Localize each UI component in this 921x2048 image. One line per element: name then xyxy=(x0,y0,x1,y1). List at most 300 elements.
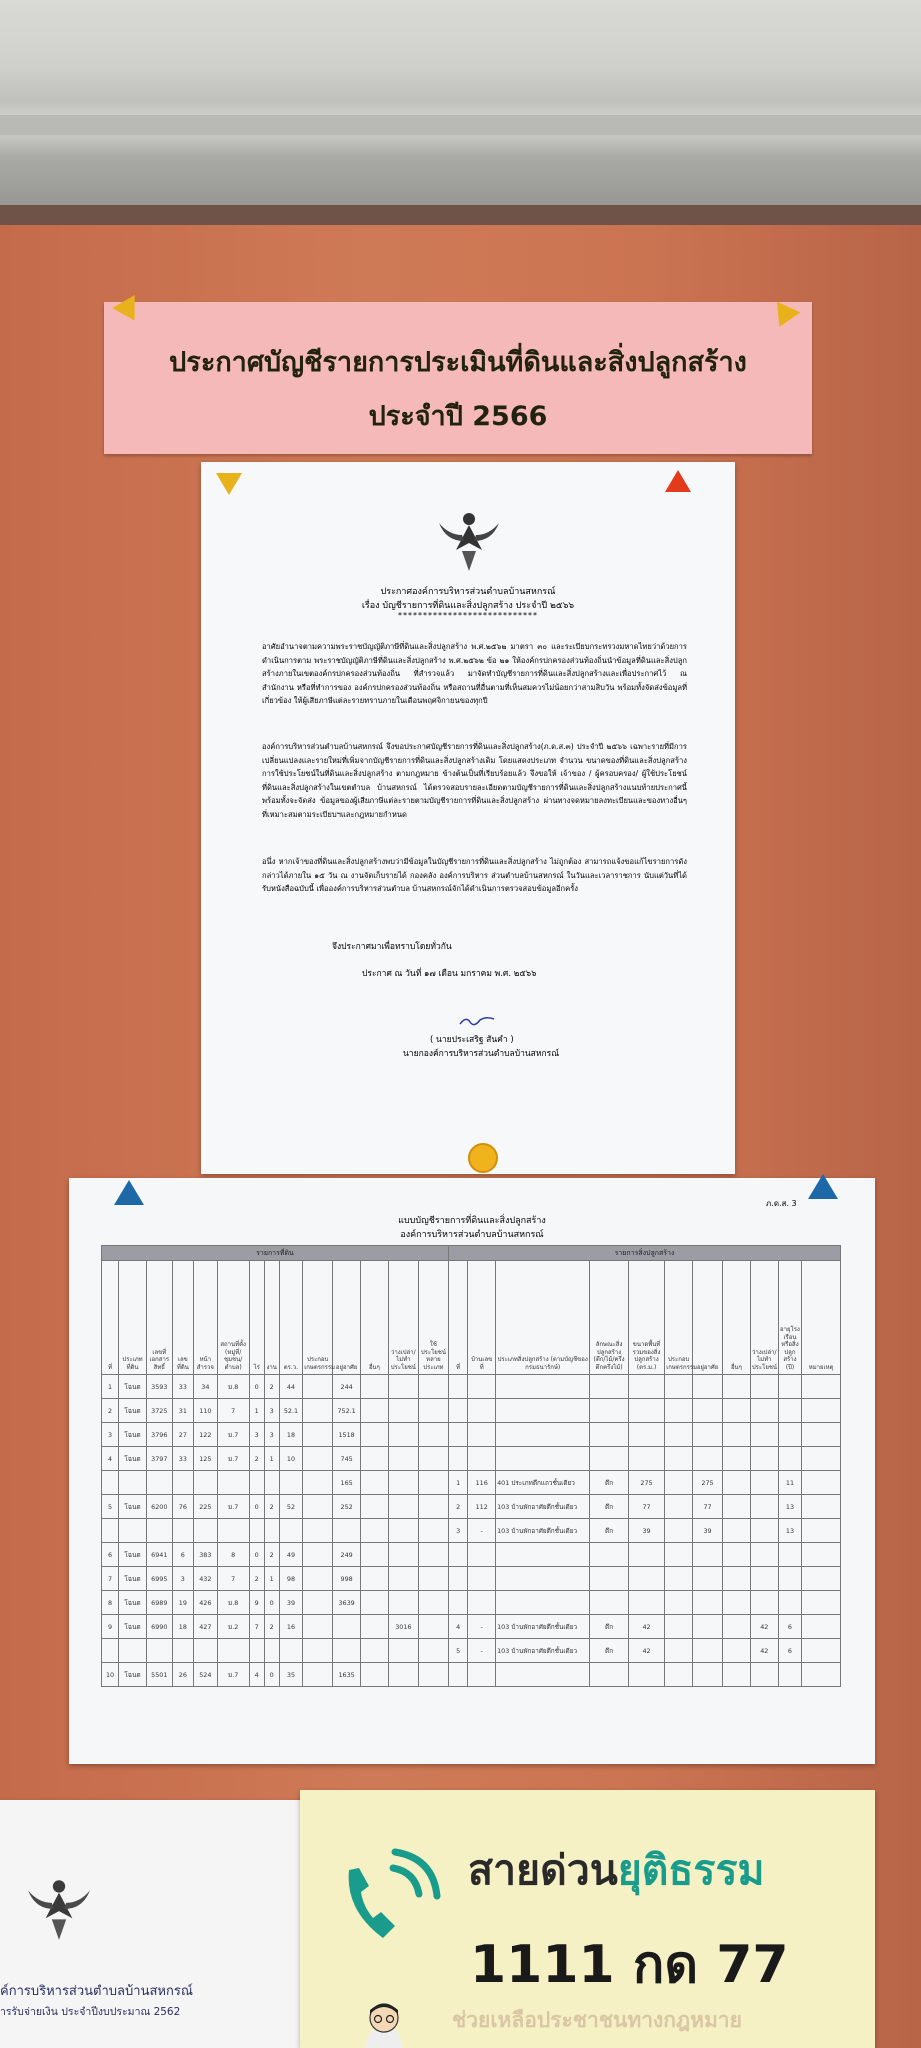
table-cell xyxy=(303,1519,333,1543)
table-cell xyxy=(693,1543,723,1567)
table-cell: 0 xyxy=(249,1495,264,1519)
table-row xyxy=(102,1495,841,1519)
table-cell xyxy=(778,1567,802,1591)
table-cell xyxy=(802,1375,841,1399)
column-header: อื่นๆ xyxy=(361,1261,389,1375)
table-cell: 98 xyxy=(279,1567,303,1591)
table-cell xyxy=(388,1639,418,1663)
table-cell xyxy=(303,1399,333,1423)
table-cell: 34 xyxy=(194,1375,218,1399)
table-cell xyxy=(693,1591,723,1615)
hotline-tagline: ช่วยเหลือประชาชนทางกฎหมาย xyxy=(452,2008,742,2032)
table-cell: ตึก xyxy=(590,1519,629,1543)
table-cell xyxy=(418,1519,448,1543)
table-cell xyxy=(723,1471,751,1495)
table-cell xyxy=(303,1447,333,1471)
table-cell xyxy=(723,1495,751,1519)
table-cell xyxy=(802,1399,841,1423)
table-cell: 39 xyxy=(279,1591,303,1615)
table-cell xyxy=(449,1423,468,1447)
table-cell xyxy=(693,1663,723,1687)
table-cell xyxy=(146,1471,172,1495)
table-cell xyxy=(264,1639,279,1663)
table-cell xyxy=(590,1447,629,1471)
table-cell: 3593 xyxy=(146,1375,172,1399)
table-cell xyxy=(723,1615,751,1639)
table-row xyxy=(102,1567,841,1591)
table-cell xyxy=(249,1471,264,1495)
table-cell xyxy=(723,1591,751,1615)
table-cell xyxy=(418,1663,448,1687)
table-cell xyxy=(802,1447,841,1471)
red-pin-icon xyxy=(665,470,691,492)
table-cell xyxy=(628,1591,664,1615)
table-cell xyxy=(119,1471,147,1495)
table-cell: 3 xyxy=(264,1423,279,1447)
table-cell xyxy=(496,1423,590,1447)
table-cell: 249 xyxy=(333,1543,361,1567)
table-cell xyxy=(468,1543,496,1567)
table-cell: ม.7 xyxy=(217,1423,249,1447)
table-cell xyxy=(750,1663,778,1687)
table-cell xyxy=(628,1543,664,1567)
title-line-1: ประกาศบัญชีรายการประเมินที่ดินและสิ่งปลูกสร้าง xyxy=(169,347,747,378)
table-cell xyxy=(778,1663,802,1687)
table-cell xyxy=(172,1639,193,1663)
table-cell xyxy=(449,1663,468,1687)
table-cell: โฉนด xyxy=(119,1615,147,1639)
column-header: ที่ xyxy=(449,1261,468,1375)
announcement-paragraph-1: อาศัยอำนาจตามความพระราชบัญญัติภาษีที่ดินและสิ่งปลูกสร้าง พ.ศ.๒๕๖๒ มาตรา ๓๐ และระเบียบกระทรวงมหาดไทยว่าด้วยการดำเนินการตาม พระราชบัญญัติภาษีที่ดินและสิ่งปลูกสร้าง พ.ศ.๒๕๖๒ ข้อ ๒๑ ให้องค์กรปกครองส่วนท้องถิ่นนำข้อมูลที่ดินและสิ่งปลูกสร้างภายในเขตองค์กรปกครองส่วนท้องถิ่น ที่สำรวจแล้ว มาจัดทำบัญชีรายการที่ดินและสิ่งปลูกสร้างและเพื่อประกาศไว้ ณ สำนักงาน หรือที่ทำการของ องค์กรปกครองส่วนท้องถิ่น หรือสถานที่อื่นตามที่เห็นสมควรไม่น้อยกว่าสามสิบวัน พร้อมทั้งจัดส่งข้อมูลที่เกี่ยวข้อง ให้ผู้เสียภาษีแต่ละรายทราบภายในเดือนพฤศจิกายนของทุกปี xyxy=(262,642,687,706)
table-cell xyxy=(303,1639,333,1663)
table-cell: 33 xyxy=(172,1375,193,1399)
table-cell xyxy=(217,1471,249,1495)
table-cell: 2 xyxy=(264,1543,279,1567)
table-cell: โฉนด xyxy=(119,1399,147,1423)
table-cell: 426 xyxy=(194,1591,218,1615)
table-cell xyxy=(496,1543,590,1567)
table-cell xyxy=(723,1663,751,1687)
table-row xyxy=(102,1399,841,1423)
table-cell: โฉนด xyxy=(119,1423,147,1447)
table-cell: 6 xyxy=(778,1639,802,1663)
table-cell: 39 xyxy=(628,1519,664,1543)
table-cell xyxy=(802,1495,841,1519)
table-cell xyxy=(590,1543,629,1567)
table-cell: 275 xyxy=(693,1471,723,1495)
table-cell xyxy=(388,1447,418,1471)
table-cell: 35 xyxy=(279,1663,303,1687)
table-cell: 0 xyxy=(249,1375,264,1399)
table-cell xyxy=(665,1591,693,1615)
column-header: ว่างเปล่า/ไม่ทำประโยชน์ xyxy=(388,1261,418,1375)
table-cell xyxy=(303,1423,333,1447)
table-cell: 5 xyxy=(102,1495,119,1519)
table-cell xyxy=(468,1423,496,1447)
table-cell: 3 xyxy=(102,1423,119,1447)
table-cell xyxy=(418,1639,448,1663)
table-cell xyxy=(449,1399,468,1423)
table-cell xyxy=(418,1543,448,1567)
table-cell: 2 xyxy=(249,1447,264,1471)
column-header: อยู่อาศัย xyxy=(333,1261,361,1375)
table-cell xyxy=(590,1591,629,1615)
table-cell: 3639 xyxy=(333,1591,361,1615)
table-cell: 1635 xyxy=(333,1663,361,1687)
blue-pin-icon xyxy=(808,1174,838,1199)
table-cell xyxy=(172,1519,193,1543)
table-cell: 1 xyxy=(102,1375,119,1399)
table-cell xyxy=(279,1519,303,1543)
frame-shadow xyxy=(0,205,921,225)
table-cell xyxy=(388,1663,418,1687)
table-cell: 1 xyxy=(264,1567,279,1591)
table-cell: 42 xyxy=(750,1639,778,1663)
table-cell: 116 xyxy=(468,1471,496,1495)
column-header: ไร่ xyxy=(249,1261,264,1375)
table-cell xyxy=(102,1639,119,1663)
table-row xyxy=(102,1591,841,1615)
table-cell: โฉนด xyxy=(119,1663,147,1687)
blue-pin-icon xyxy=(114,1180,144,1205)
table-cell xyxy=(333,1615,361,1639)
table-cell xyxy=(778,1375,802,1399)
table-row xyxy=(102,1663,841,1687)
table-cell xyxy=(628,1567,664,1591)
signer-position: นายกองค์การบริหารส่วนตำบลบ้านสหกรณ์ xyxy=(403,1049,560,1059)
table-cell xyxy=(496,1567,590,1591)
table-cell xyxy=(665,1447,693,1471)
table-cell: 427 xyxy=(194,1615,218,1639)
table-cell xyxy=(802,1591,841,1615)
table-cell: 6995 xyxy=(146,1567,172,1591)
table-cell: 3 xyxy=(264,1399,279,1423)
table-cell xyxy=(750,1399,778,1423)
table-cell xyxy=(418,1471,448,1495)
table-cell: ตึก xyxy=(590,1615,629,1639)
table-cell xyxy=(146,1639,172,1663)
table-cell xyxy=(388,1543,418,1567)
table-row xyxy=(102,1615,841,1639)
table-cell: ตึก xyxy=(590,1471,629,1495)
table-cell xyxy=(750,1543,778,1567)
table-cell: 752.1 xyxy=(333,1399,361,1423)
table-cell xyxy=(102,1471,119,1495)
table-cell xyxy=(468,1567,496,1591)
table-cell: 103 บ้านพักอาศัยตึกชั้นเดียว xyxy=(496,1495,590,1519)
table-cell: 165 xyxy=(333,1471,361,1495)
table-cell: 3796 xyxy=(146,1423,172,1447)
column-header: หมายเหตุ xyxy=(802,1261,841,1375)
table-cell xyxy=(590,1423,629,1447)
table-cell xyxy=(361,1399,389,1423)
table-cell xyxy=(496,1375,590,1399)
table-row xyxy=(102,1519,841,1543)
table-cell: 252 xyxy=(333,1495,361,1519)
table-cell xyxy=(449,1567,468,1591)
table-cell xyxy=(750,1495,778,1519)
table-cell xyxy=(361,1471,389,1495)
table-cell xyxy=(279,1639,303,1663)
table-cell xyxy=(628,1375,664,1399)
table-cell: 31 xyxy=(172,1399,193,1423)
column-header: ประกอบเกษตรกรรม xyxy=(665,1261,693,1375)
table-cell xyxy=(723,1519,751,1543)
column-header: อายุโรงเรือนหรือสิ่งปลูกสร้าง (ปี) xyxy=(778,1261,802,1375)
table-cell xyxy=(194,1471,218,1495)
table-cell: โฉนด xyxy=(119,1447,147,1471)
table-cell xyxy=(102,1519,119,1543)
table-row xyxy=(102,1423,841,1447)
table-cell xyxy=(361,1639,389,1663)
table-cell xyxy=(468,1591,496,1615)
title-line-2: ประจำปี 2566 xyxy=(368,401,548,432)
announcement-org: ประกาศองค์การบริหารส่วนตำบลบ้านสหกรณ์ xyxy=(380,587,556,597)
round-pin-icon xyxy=(468,1143,498,1173)
announcement-closing: จึงประกาศมาเพื่อทราบโดยทั่วกัน xyxy=(332,942,452,952)
table-cell: 383 xyxy=(194,1543,218,1567)
table-cell xyxy=(665,1423,693,1447)
table-cell xyxy=(303,1615,333,1639)
table-cell xyxy=(750,1447,778,1471)
table-cell xyxy=(496,1399,590,1423)
table-cell xyxy=(146,1519,172,1543)
table-cell: - xyxy=(468,1639,496,1663)
table-cell xyxy=(361,1375,389,1399)
table-cell xyxy=(468,1447,496,1471)
table-cell: 7 xyxy=(249,1615,264,1639)
garuda-emblem-icon xyxy=(434,505,504,575)
table-cell: 18 xyxy=(279,1423,303,1447)
table-cell: 0 xyxy=(264,1591,279,1615)
table-cell xyxy=(665,1639,693,1663)
column-header: อื่นๆ xyxy=(723,1261,751,1375)
table-cell xyxy=(778,1447,802,1471)
table-cell xyxy=(750,1423,778,1447)
garuda-emblem-icon xyxy=(23,1872,95,1944)
table-row xyxy=(102,1639,841,1663)
table-cell xyxy=(449,1543,468,1567)
table-cell: ม.7 xyxy=(217,1447,249,1471)
table-cell: 7 xyxy=(217,1399,249,1423)
announcement-date: ประกาศ ณ วันที่ ๑๗ เดือน มกราคม พ.ศ. ๒๕๖๖ xyxy=(362,969,537,979)
table-cell xyxy=(388,1519,418,1543)
table-cell xyxy=(361,1615,389,1639)
table-cell: 76 xyxy=(172,1495,193,1519)
table-cell: 2 xyxy=(449,1495,468,1519)
table-cell: 1 xyxy=(264,1447,279,1471)
table-cell xyxy=(418,1399,448,1423)
announcement-paragraph-3: อนึ่ง หากเจ้าของที่ดินและสิ่งปลูกสร้างพบว่ามีข้อมูลในบัญชีรายการที่ดินและสิ่งปลูกสร้าง ไม่ถูกต้อง สามารถแจ้งขอแก้ไขรายการดังกล่าวได้ภายใน ๑๕ วัน ณ งานจัดเก็บรายได้ กองคลัง องค์การบริหาร ส่วนตำบลบ้านสหกรณ์ ในวันและเวลาราชการ นับแต่วันที่ได้รับหนังสือฉบับนี้ เพื่อองค์การบริหารส่วนตำบล บ้านสหกรณ์จักได้ดำเนินการตรวจสอบข้อมูลอีกครั้ง xyxy=(262,857,687,894)
table-cell: 6941 xyxy=(146,1543,172,1567)
table-cell: 42 xyxy=(628,1615,664,1639)
table-cell xyxy=(388,1591,418,1615)
table-cell xyxy=(418,1615,448,1639)
table-cell xyxy=(665,1399,693,1423)
table-cell xyxy=(194,1639,218,1663)
table-cell: 103 บ้านพักอาศัยตึกชั้นเดียว xyxy=(496,1615,590,1639)
table-cell: ม.2 xyxy=(217,1615,249,1639)
table-cell: 3 xyxy=(449,1519,468,1543)
table-cell: 42 xyxy=(628,1639,664,1663)
table-cell: 0 xyxy=(264,1663,279,1687)
table-cell: 18 xyxy=(172,1615,193,1639)
table-cell xyxy=(194,1519,218,1543)
yellow-pin-icon xyxy=(216,473,242,495)
table-cell: 745 xyxy=(333,1447,361,1471)
table-cell: 244 xyxy=(333,1375,361,1399)
table-cell: 0 xyxy=(249,1543,264,1567)
table-cell xyxy=(723,1423,751,1447)
column-header: ว่างเปล่า/ไม่ทำประโยชน์ xyxy=(750,1261,778,1375)
table-cell xyxy=(361,1423,389,1447)
table-cell: ม.7 xyxy=(217,1495,249,1519)
form-code: ภ.ด.ส. 3 xyxy=(766,1199,797,1208)
table-cell: 10 xyxy=(102,1663,119,1687)
table-cell: 19 xyxy=(172,1591,193,1615)
table-cell xyxy=(665,1375,693,1399)
table-cell: 125 xyxy=(194,1447,218,1471)
register-title: แบบบัญชีรายการที่ดินและสิ่งปลูกสร้าง xyxy=(398,1216,546,1226)
table-cell xyxy=(802,1519,841,1543)
table-cell: 3797 xyxy=(146,1447,172,1471)
table-cell xyxy=(172,1471,193,1495)
table-cell xyxy=(693,1399,723,1423)
table-cell xyxy=(388,1471,418,1495)
table-cell xyxy=(303,1663,333,1687)
table-cell xyxy=(303,1591,333,1615)
table-cell: - xyxy=(468,1615,496,1639)
table-cell: 112 xyxy=(468,1495,496,1519)
group-land-header: รายการที่ดิน xyxy=(102,1246,449,1261)
table-cell xyxy=(333,1639,361,1663)
table-cell xyxy=(693,1615,723,1639)
signature xyxy=(458,1014,498,1028)
table-cell xyxy=(361,1495,389,1519)
table-cell xyxy=(750,1567,778,1591)
table-cell: 26 xyxy=(172,1663,193,1687)
table-row xyxy=(102,1471,841,1495)
table-cell xyxy=(665,1663,693,1687)
table-cell xyxy=(590,1399,629,1423)
table-cell xyxy=(388,1567,418,1591)
table-row xyxy=(102,1375,841,1399)
table-cell: 39 xyxy=(693,1519,723,1543)
table-cell xyxy=(802,1543,841,1567)
table-cell xyxy=(249,1519,264,1543)
table-cell: ตึก xyxy=(590,1495,629,1519)
table-cell xyxy=(496,1591,590,1615)
table-cell: 16 xyxy=(279,1615,303,1639)
table-cell: 49 xyxy=(279,1543,303,1567)
table-cell: โฉนด xyxy=(119,1591,147,1615)
table-cell: 3 xyxy=(249,1423,264,1447)
table-cell xyxy=(628,1399,664,1423)
table-cell: 8 xyxy=(102,1591,119,1615)
table-cell xyxy=(388,1375,418,1399)
table-row xyxy=(102,1447,841,1471)
table-cell: 2 xyxy=(264,1615,279,1639)
table-cell xyxy=(590,1663,629,1687)
table-cell xyxy=(496,1663,590,1687)
hotline-heading xyxy=(468,1838,765,1903)
table-cell: 52.1 xyxy=(279,1399,303,1423)
table-cell xyxy=(665,1615,693,1639)
table-cell xyxy=(802,1663,841,1687)
table-cell: 6990 xyxy=(146,1615,172,1639)
column-header: ใช้ประโยชน์หลายประเภท xyxy=(418,1261,448,1375)
group-building-header: รายการสิ่งปลูกสร้าง xyxy=(449,1246,841,1261)
table-cell: 998 xyxy=(333,1567,361,1591)
announcement-paragraph-2: องค์การบริหารส่วนตำบลบ้านสหกรณ์ จึงขอประกาศบัญชีรายการที่ดินและสิ่งปลูกสร้าง(ภ.ด.ส.๓) ประจำปี ๒๕๖๖ เฉพาะรายที่มีการเปลี่ยนแปลงและรายใหม่ที่เพิ่มจากบัญชีรายการที่ดินและสิ่งปลูกสร้างเดิม โดยแสดงประเภท จำนวน ขนาดของที่ดินและสิ่งปลูกสร้าง การใช้ประโยชน์ในที่ดินและสิ่งปลูกสร้าง ตามกฎหมาย ข้างต้นเป็นที่เรียบร้อยแล้ว จึงขอให้ เจ้าของ / ผู้ครอบครอง/ ผู้ใช้ประโยชน์ ที่ดินและสิ่งปลูกสร้างในเขตตำบล บ้านสหกรณ์ ได้ตรวจสอบรายละเอียดตามบัญชีรายการที่ดินและสิ่งปลูกสร้างแนบท้ายประกาศนี้ พร้อมทั้งจะจัดส่ง ข้อมูลของผู้เสียภาษีแต่ละรายตามบัญชีรายการที่ดินและสิ่งปลูกสร้าง ผ่านทางจดหมายลงทะเบียนและของทางอื่นๆ ที่เหมาะสมตามระเบียบฯและกฎหมายกำหนด xyxy=(262,742,687,819)
table-cell xyxy=(388,1495,418,1519)
table-cell xyxy=(361,1447,389,1471)
table-cell: 103 บ้านพักอาศัยตึกชั้นเดียว xyxy=(496,1639,590,1663)
table-cell: 52 xyxy=(279,1495,303,1519)
table-cell xyxy=(468,1399,496,1423)
table-cell: 3 xyxy=(172,1567,193,1591)
table-cell: 13 xyxy=(778,1519,802,1543)
table-cell: 77 xyxy=(628,1495,664,1519)
table-cell: 44 xyxy=(279,1375,303,1399)
table-cell: 33 xyxy=(172,1447,193,1471)
table-cell xyxy=(802,1471,841,1495)
column-header: เลขที่ดิน xyxy=(172,1261,193,1375)
table-cell xyxy=(361,1567,389,1591)
table-cell: 6 xyxy=(102,1543,119,1567)
register-table xyxy=(101,1245,841,1687)
table-cell xyxy=(303,1471,333,1495)
column-header: ประเภทสิ่งปลูกสร้าง (ตามบัญชีของกรมธนารักษ์) xyxy=(496,1261,590,1375)
table-cell xyxy=(119,1519,147,1543)
table-cell: 9 xyxy=(102,1615,119,1639)
table-cell: โฉนด xyxy=(119,1543,147,1567)
table-cell xyxy=(590,1567,629,1591)
table-cell xyxy=(628,1447,664,1471)
table-cell xyxy=(723,1375,751,1399)
table-cell xyxy=(778,1591,802,1615)
table-cell: - xyxy=(468,1519,496,1543)
signer-name: ( นายประเสริฐ สันคำ ) xyxy=(430,1035,514,1045)
table-cell xyxy=(778,1543,802,1567)
table-cell xyxy=(279,1471,303,1495)
table-cell xyxy=(418,1375,448,1399)
column-header: หน้าสำรวจ xyxy=(194,1261,218,1375)
table-cell xyxy=(665,1543,693,1567)
table-cell: 2 xyxy=(249,1567,264,1591)
table-cell: 103 บ้านพักอาศัยตึกชั้นเดียว xyxy=(496,1519,590,1543)
hotline-word-1: สายด่วน xyxy=(468,1846,618,1894)
table-cell: ม.8 xyxy=(217,1375,249,1399)
table-cell xyxy=(249,1639,264,1663)
table-cell xyxy=(750,1375,778,1399)
table-cell: 3725 xyxy=(146,1399,172,1423)
table-cell xyxy=(388,1423,418,1447)
table-cell xyxy=(778,1423,802,1447)
table-cell: 2 xyxy=(264,1375,279,1399)
table-cell xyxy=(449,1375,468,1399)
table-cell xyxy=(361,1663,389,1687)
table-cell xyxy=(361,1519,389,1543)
table-cell xyxy=(303,1375,333,1399)
table-cell: 6200 xyxy=(146,1495,172,1519)
table-cell: โฉนด xyxy=(119,1495,147,1519)
column-header: ที่ xyxy=(102,1261,119,1375)
table-cell: ตึก xyxy=(590,1639,629,1663)
table-cell: 6 xyxy=(172,1543,193,1567)
column-header: เลขที่เอกสารสิทธิ์ xyxy=(146,1261,172,1375)
table-cell xyxy=(778,1399,802,1423)
